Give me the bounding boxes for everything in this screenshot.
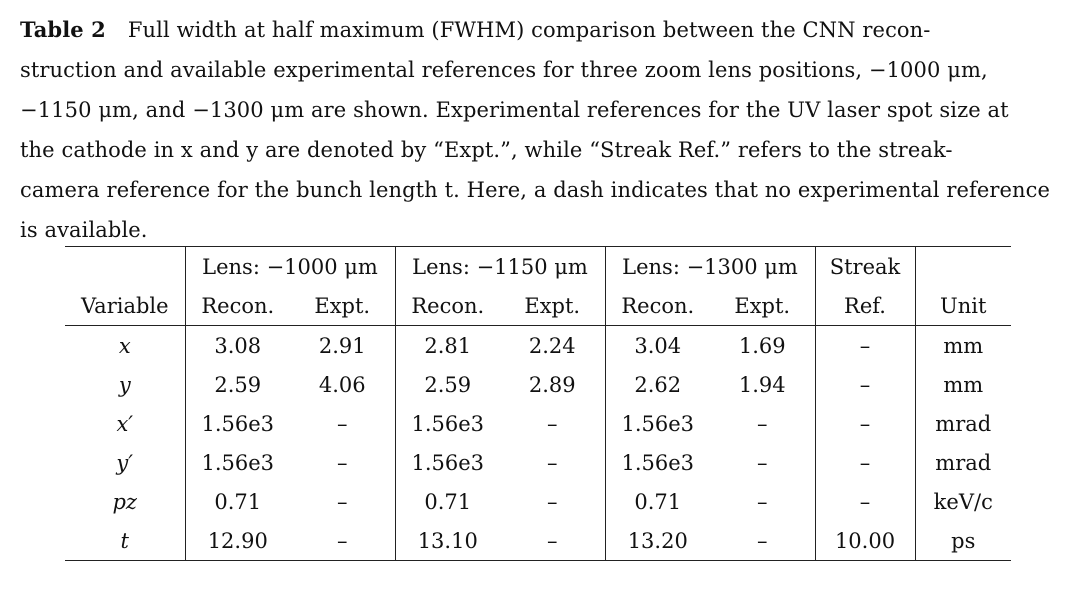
recon-cell: 0.71 — [395, 482, 500, 521]
variable-cell: y′ — [116, 450, 134, 475]
recon-header: Recon. — [395, 286, 500, 326]
unit-cell: ps — [915, 521, 1011, 561]
streak-cell: – — [815, 326, 915, 366]
streak-cell: – — [815, 482, 915, 521]
expt-header: Expt. — [524, 293, 581, 318]
expt-cell: 2.89 — [528, 372, 576, 397]
expt-cell: 2.24 — [500, 326, 605, 366]
caption-line-6: is available. — [20, 218, 148, 242]
expt-cell: 2.91 — [290, 326, 395, 366]
streak-cell: – — [815, 443, 915, 482]
lens-1000-header: Lens: −1000 μm — [185, 247, 395, 287]
caption-line-5: camera reference for the bunch length t. Here, a dash indicates that no experimental reference — [20, 178, 1051, 202]
expt-cell: – — [337, 411, 348, 436]
unit-cell: mm — [915, 365, 1011, 404]
recon-cell: 12.90 — [185, 521, 290, 561]
expt-cell: – — [547, 411, 558, 436]
recon-cell: 1.56e3 — [185, 404, 290, 443]
expt-cell: – — [337, 450, 348, 475]
recon-cell: 1.56e3 — [605, 404, 710, 443]
streak-cell: – — [815, 365, 915, 404]
table-row — [65, 521, 1011, 561]
variable-cell: x′ — [116, 411, 134, 436]
recon-cell: 0.71 — [185, 482, 290, 521]
expt-cell: 1.94 — [738, 372, 786, 397]
expt-cell: – — [757, 489, 768, 514]
table-row — [65, 365, 1011, 404]
recon-header: Recon. — [185, 286, 290, 326]
table-row — [65, 326, 1011, 366]
recon-cell: 13.10 — [395, 521, 500, 561]
recon-cell: 3.08 — [185, 326, 290, 366]
expt-cell: – — [500, 521, 605, 561]
caption-label: Table 2 — [20, 17, 106, 42]
streak-header-bottom: Ref. — [815, 286, 915, 326]
recon-cell: 2.59 — [185, 365, 290, 404]
expt-cell: – — [547, 489, 558, 514]
caption-line-1 — [20, 10, 1060, 50]
streak-cell: – — [815, 404, 915, 443]
recon-cell: 2.59 — [395, 365, 500, 404]
expt-header: Expt. — [734, 293, 791, 318]
recon-cell: 1.56e3 — [605, 443, 710, 482]
empty-header-cell — [65, 247, 185, 287]
recon-cell: 1.56e3 — [395, 404, 500, 443]
expt-cell: – — [290, 521, 395, 561]
unit-cell: mm — [915, 326, 1011, 366]
recon-header: Recon. — [605, 286, 710, 326]
group-header-row — [65, 247, 1011, 287]
caption-line-2: struction and available experimental references for three zoom lens positions, −1000 μm, — [20, 58, 988, 82]
caption-text-1: Full width at half maximum (FWHM) comparison between the CNN recon- — [127, 18, 931, 42]
expt-cell: 4.06 — [318, 372, 366, 397]
recon-cell: 1.56e3 — [395, 443, 500, 482]
variable-cell: pz — [112, 489, 137, 514]
unit-cell: mrad — [915, 404, 1011, 443]
variable-cell: x — [65, 326, 185, 366]
lens-1300-header: Lens: −1300 μm — [605, 247, 815, 287]
recon-cell: 2.81 — [395, 326, 500, 366]
streak-cell: 10.00 — [815, 521, 915, 561]
unit-cell: mrad — [915, 443, 1011, 482]
table-row — [65, 404, 1011, 443]
expt-cell: – — [710, 521, 815, 561]
expt-cell: – — [757, 411, 768, 436]
expt-cell: – — [547, 450, 558, 475]
expt-cell: – — [337, 489, 348, 514]
recon-cell: 2.62 — [605, 365, 710, 404]
expt-cell: 1.69 — [710, 326, 815, 366]
variable-cell: y — [118, 372, 131, 397]
expt-header: Expt. — [314, 293, 371, 318]
table-row — [65, 443, 1011, 482]
caption-line-3: −1150 μm, and −1300 μm are shown. Experimental references for the UV laser spot size at — [20, 98, 1009, 122]
recon-cell: 0.71 — [605, 482, 710, 521]
table-row — [65, 482, 1011, 521]
streak-header-top: Streak — [815, 247, 915, 287]
caption-line-4: the cathode in x and y are denoted by “Expt.”, while “Streak Ref.” refers to the streak- — [20, 138, 953, 162]
sub-header-row — [65, 286, 1011, 326]
recon-cell: 3.04 — [605, 326, 710, 366]
expt-cell: – — [757, 450, 768, 475]
unit-cell: keV/c — [915, 482, 1011, 521]
recon-cell: 13.20 — [605, 521, 710, 561]
fwhm-table — [65, 246, 1011, 561]
variable-cell: t — [65, 521, 185, 561]
lens-1150-header: Lens: −1150 μm — [395, 247, 605, 287]
unit-header-blank — [915, 247, 1011, 287]
variable-header: Variable — [80, 293, 169, 318]
unit-header: Unit — [915, 286, 1011, 326]
recon-cell: 1.56e3 — [185, 443, 290, 482]
table-caption — [20, 10, 1060, 250]
